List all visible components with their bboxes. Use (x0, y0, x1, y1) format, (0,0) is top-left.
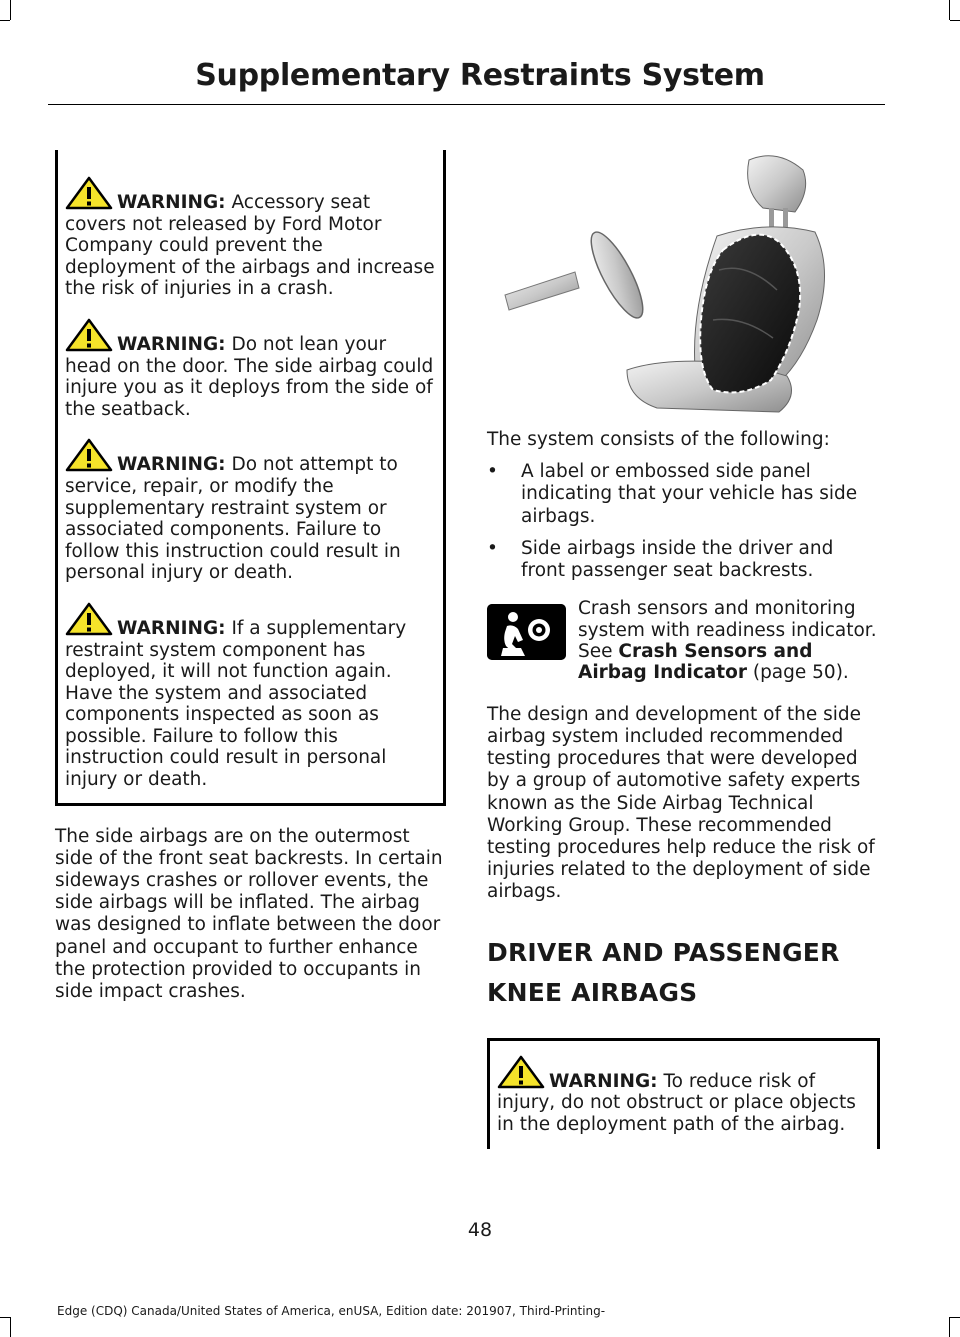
crop-mark (950, 1317, 960, 1318)
system-components-list (487, 461, 880, 582)
warning-item (65, 176, 435, 300)
warning-box (55, 150, 446, 806)
warning-text: Do not attempt to service, repair, or modify the supplementary restraint system or associated components. Failure to follow this instruction could result in personal injury or death. (65, 454, 401, 584)
crop-mark (950, 20, 960, 21)
warning-item (497, 1055, 873, 1136)
warning-item (65, 438, 435, 584)
knee-airbag-warning-box (487, 1038, 880, 1150)
warning-item (65, 602, 435, 791)
list-item (487, 538, 880, 582)
page-reference: (page 50). (746, 662, 849, 684)
warning-text: Do not lean your head on the door. The side airbag could injure you as it deploys from the side of the seatback. (65, 333, 434, 420)
warning-triangle-icon (65, 438, 113, 472)
warning-triangle-icon (65, 318, 113, 352)
list-item (487, 461, 880, 528)
bullet: • (487, 461, 498, 483)
right-column (487, 150, 880, 1149)
crash-sensors-link[interactable]: Crash Sensors and Airbag Indicator (578, 641, 813, 684)
design-paragraph: The design and development of the side airbag system included recommended testing procedures that were developed by a group of automotive safety experts known as the Side Airbag Technical Working Group. These recommended testing procedures help reduce the risk of injuries related to the deployment of side airbags. (487, 703, 875, 903)
crash-sensor-note (487, 598, 880, 684)
list-item-text: Side airbags inside the driver and front passenger seat backrests. (521, 537, 834, 582)
section-heading (487, 934, 880, 1012)
warning-item (65, 318, 435, 420)
warning-triangle-icon (497, 1055, 545, 1089)
sensor-text: Crash sensors and monitoring system with readiness indicator. See (578, 598, 877, 663)
crop-mark (0, 1317, 10, 1318)
crop-mark (0, 20, 10, 21)
list-item-text: A label or embossed side panel indicating that your vehicle has side airbags. (521, 461, 858, 527)
left-column (55, 150, 446, 1003)
warning-triangle-icon (65, 176, 113, 210)
side-airbag-paragraph: The side airbags are on the outermost side of the front seat backrests. In certain sideways crashes or rollover events, the side airbags will be inflated. The airbag was designed to inflate between the door panel and occupant to further enhance the protection provided to occupants in side impact crashes. (55, 825, 443, 1003)
header-divider (48, 104, 885, 105)
section-heading-line: KNEE AIRBAGS (487, 977, 698, 1007)
warning-triangle-icon (65, 602, 113, 636)
system-intro: The system consists of the following: (487, 429, 830, 450)
warning-text: To reduce risk of injury, do not obstruct or place objects in the deployment path of the airbag. (497, 1070, 856, 1135)
warning-label: WARNING: (549, 1070, 658, 1092)
page-title: Supplementary Restraints System (195, 58, 765, 93)
crop-mark (10, 0, 11, 20)
warning-label: WARNING: (117, 454, 226, 476)
warning-text: If a supplementary restraint system component has deployed, it will not function again. Have the system and associated components inspected as soon as possible. Failure to follow this instruction could result in personal injury or death. (65, 617, 407, 791)
edition-footer: Edge (CDQ) Canada/United States of America, enUSA, Edition date: 201907, Third-Printing- (57, 1304, 606, 1318)
side-airbag-seat-illustration (487, 150, 880, 415)
crop-mark (10, 1317, 11, 1337)
section-heading-line: DRIVER AND PASSENGER (487, 937, 840, 967)
page-number: 48 (467, 1219, 493, 1241)
warning-label: WARNING: (117, 617, 226, 639)
warning-label: WARNING: (117, 333, 226, 355)
crop-mark (949, 0, 950, 20)
warning-label: WARNING: (117, 192, 226, 213)
bullet: • (487, 537, 498, 559)
warning-text: Accessory seat covers not released by Ford Motor Company could prevent the deployment of the airbags and increase the risk of injuries in a crash. (65, 192, 435, 300)
airbag-indicator-icon (487, 604, 566, 660)
crop-mark (949, 1317, 950, 1337)
